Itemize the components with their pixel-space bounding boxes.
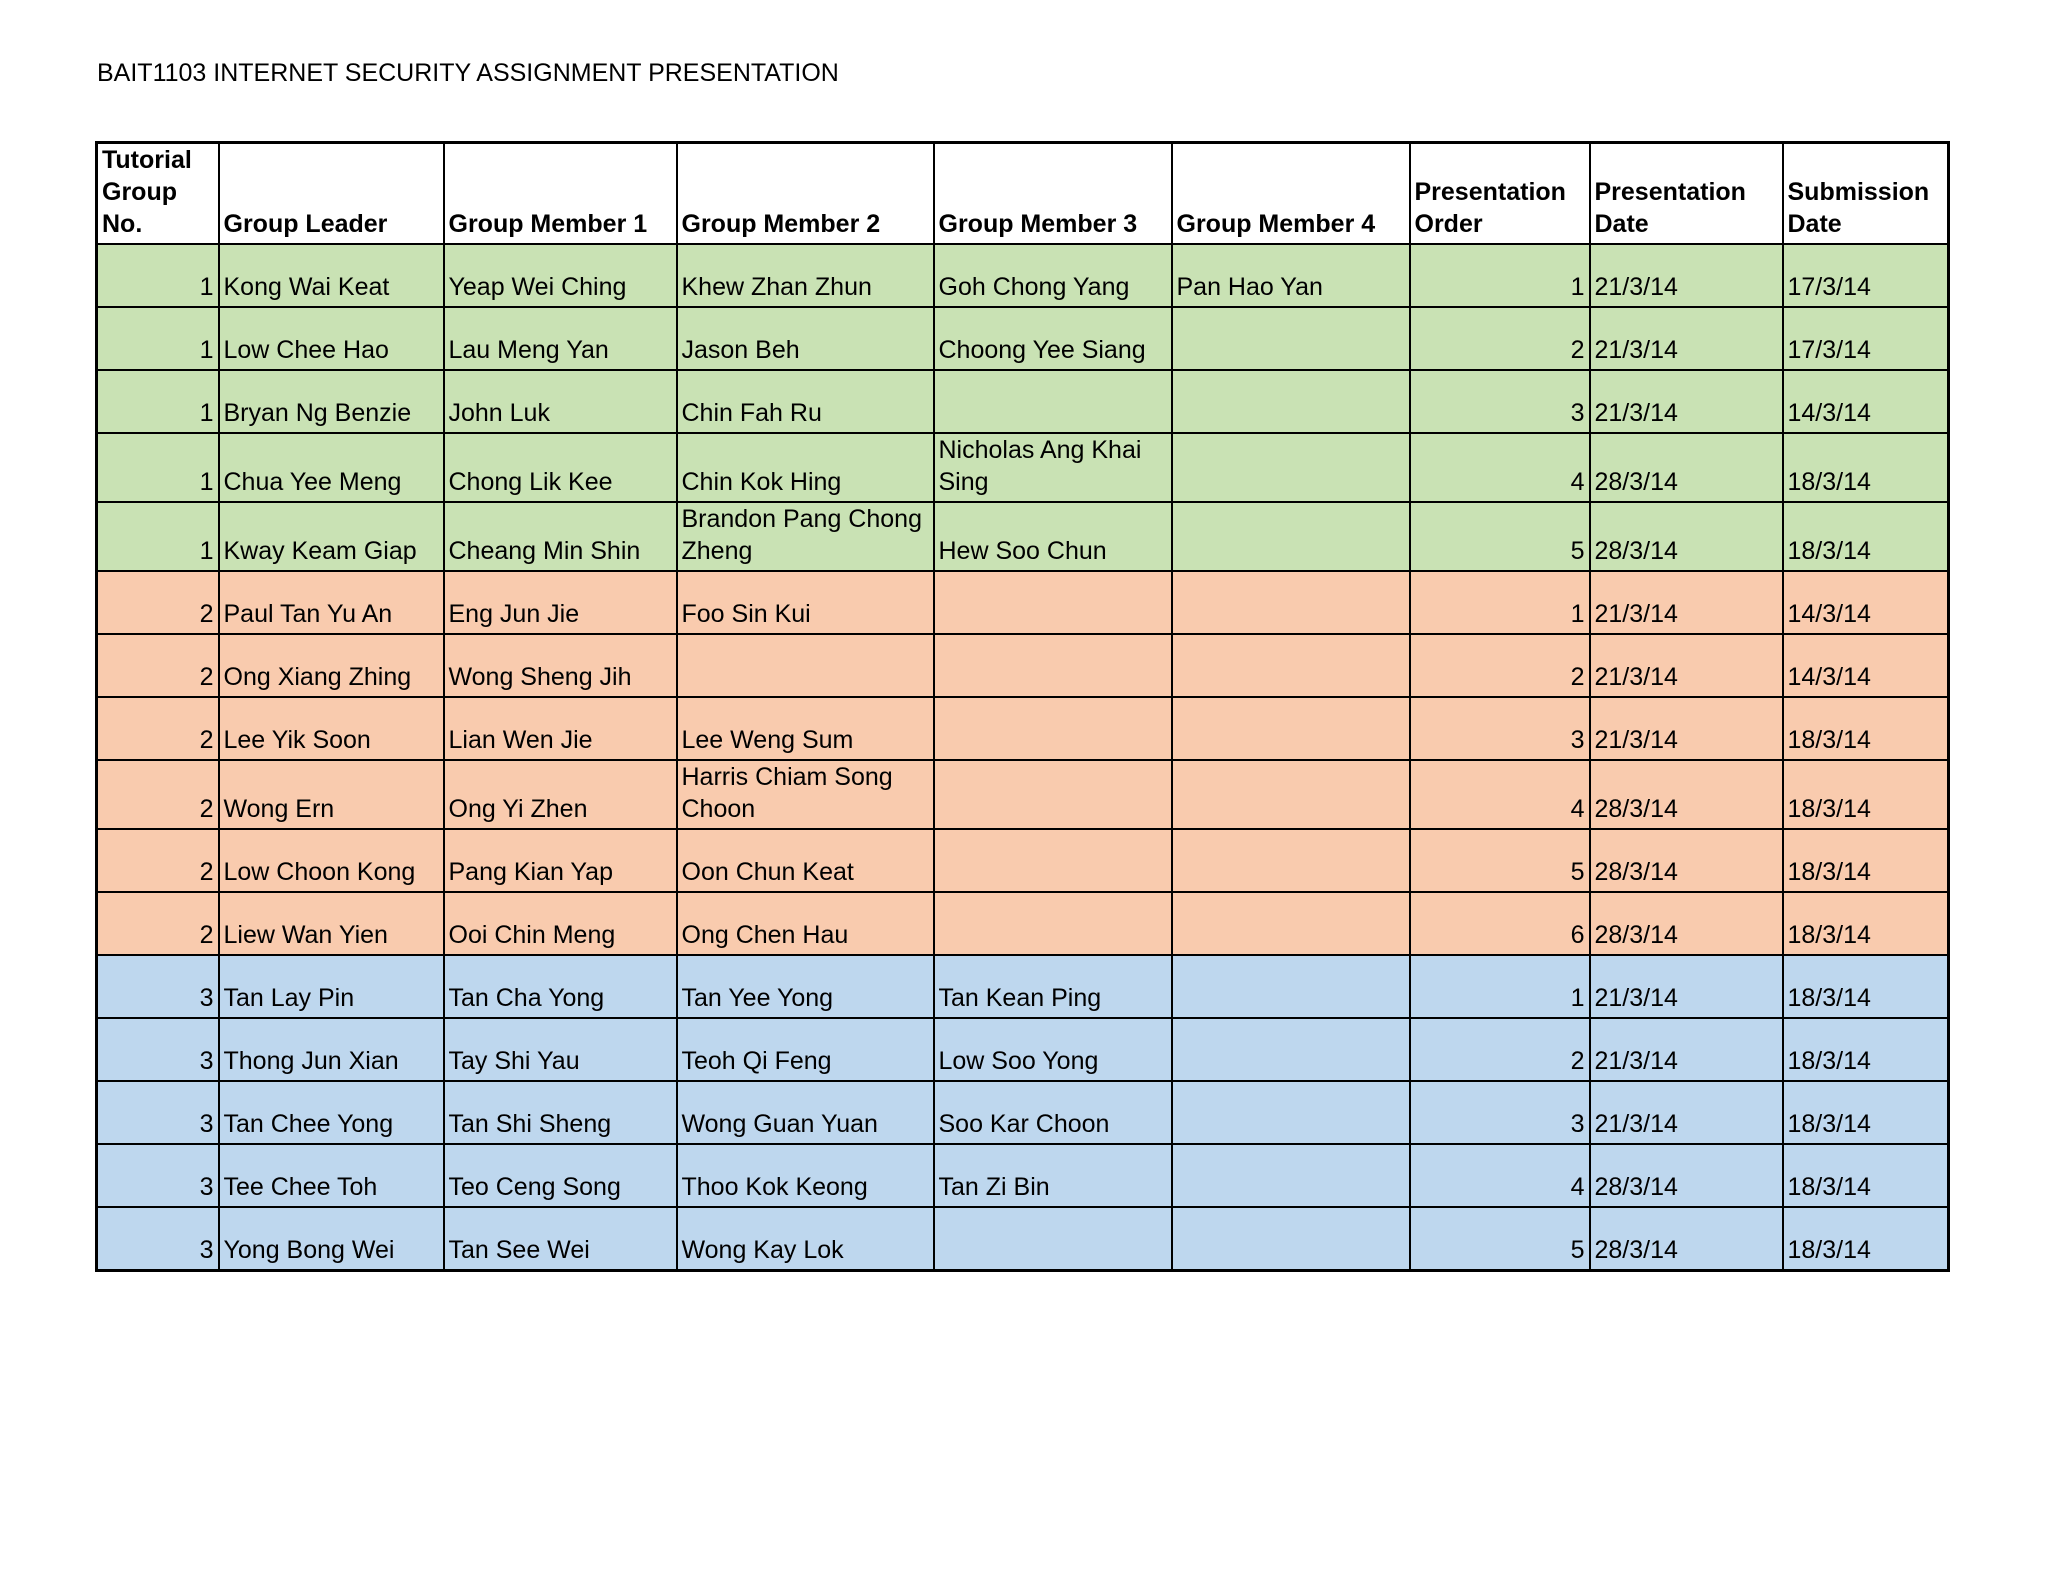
submission-date-cell: 14/3/14	[1783, 370, 1949, 433]
table-row	[97, 634, 1949, 697]
group-member-2-cell: Chin Kok Hing	[677, 433, 934, 502]
submission-date-cell: 14/3/14	[1783, 634, 1949, 697]
tutorial-group-cell: 1	[97, 433, 219, 502]
submission-date-cell: 18/3/14	[1783, 697, 1949, 760]
header-line: Date	[1594, 210, 1649, 238]
tutorial-group-cell: 2	[97, 634, 219, 697]
presentation-order-cell: 6	[1410, 892, 1590, 955]
group-member-4-cell	[1172, 760, 1410, 829]
group-member-1-cell: Pang Kian Yap	[444, 829, 677, 892]
presentation-order-cell: 1	[1410, 955, 1590, 1018]
group-leader-cell: Yong Bong Wei	[219, 1207, 444, 1271]
group-leader-cell: Lee Yik Soon	[219, 697, 444, 760]
presentation-order-cell: 5	[1410, 502, 1590, 571]
presentation-order-cell: 2	[1410, 634, 1590, 697]
submission-date-cell: 18/3/14	[1783, 1207, 1949, 1271]
group-leader-cell: Liew Wan Yien	[219, 892, 444, 955]
presentation-date-cell: 21/3/14	[1590, 955, 1783, 1018]
group-member-3-cell: Nicholas Ang Khai Sing	[934, 433, 1172, 502]
presentation-date-cell: 21/3/14	[1590, 697, 1783, 760]
group-member-4-cell	[1172, 634, 1410, 697]
table-row	[97, 1018, 1949, 1081]
presentation-date-cell: 21/3/14	[1590, 571, 1783, 634]
group-member-1-cell: Cheang Min Shin	[444, 502, 677, 571]
presentation-date-cell: 28/3/14	[1590, 502, 1783, 571]
group-member-2-cell: Khew Zhan Zhun	[677, 244, 934, 307]
presentation-order-cell: 4	[1410, 1144, 1590, 1207]
group-member-4-cell	[1172, 370, 1410, 433]
group-member-2-cell: Ong Chen Hau	[677, 892, 934, 955]
presentation-date-cell: 28/3/14	[1590, 1207, 1783, 1271]
header-submission-date	[1783, 143, 1949, 245]
header-group-leader: Group Leader	[219, 143, 444, 245]
group-member-3-cell: Goh Chong Yang	[934, 244, 1172, 307]
group-member-3-cell	[934, 1207, 1172, 1271]
submission-date-cell: 14/3/14	[1783, 571, 1949, 634]
group-member-1-cell: Tan Shi Sheng	[444, 1081, 677, 1144]
document-title: BAIT1103 INTERNET SECURITY ASSIGNMENT PRESENTATION	[97, 59, 839, 87]
group-member-4-cell	[1172, 1081, 1410, 1144]
tutorial-group-cell: 1	[97, 244, 219, 307]
submission-date-cell: 18/3/14	[1783, 433, 1949, 502]
group-leader-cell: Tee Chee Toh	[219, 1144, 444, 1207]
presentation-order-cell: 3	[1410, 697, 1590, 760]
group-member-2-cell: Wong Kay Lok	[677, 1207, 934, 1271]
presentation-order-cell: 1	[1410, 571, 1590, 634]
table-body	[97, 244, 1949, 1271]
submission-date-cell: 18/3/14	[1783, 1144, 1949, 1207]
group-member-4-cell	[1172, 955, 1410, 1018]
group-leader-cell: Thong Jun Xian	[219, 1018, 444, 1081]
group-leader-cell: Kong Wai Keat	[219, 244, 444, 307]
group-leader-cell: Tan Chee Yong	[219, 1081, 444, 1144]
group-member-4-cell	[1172, 307, 1410, 370]
group-member-2-cell: Chin Fah Ru	[677, 370, 934, 433]
header-line: No.	[102, 210, 143, 238]
tutorial-group-cell: 2	[97, 829, 219, 892]
group-member-2-cell: Tan Yee Yong	[677, 955, 934, 1018]
group-member-2-cell: Harris Chiam Song Choon	[677, 760, 934, 829]
group-member-3-cell: Hew Soo Chun	[934, 502, 1172, 571]
group-leader-cell: Tan Lay Pin	[219, 955, 444, 1018]
table-row	[97, 244, 1949, 307]
header-group-member-1: Group Member 1	[444, 143, 677, 245]
presentation-order-cell: 3	[1410, 370, 1590, 433]
group-member-1-cell: Tan See Wei	[444, 1207, 677, 1271]
group-member-1-cell: Chong Lik Kee	[444, 433, 677, 502]
group-member-2-cell: Jason Beh	[677, 307, 934, 370]
presentation-date-cell: 21/3/14	[1590, 1081, 1783, 1144]
presentation-date-cell: 21/3/14	[1590, 634, 1783, 697]
group-member-3-cell: Tan Zi Bin	[934, 1144, 1172, 1207]
group-leader-cell: Bryan Ng Benzie	[219, 370, 444, 433]
group-member-2-cell: Teoh Qi Feng	[677, 1018, 934, 1081]
group-member-3-cell	[934, 760, 1172, 829]
group-member-1-cell: Yeap Wei Ching	[444, 244, 677, 307]
group-member-1-cell: Ong Yi Zhen	[444, 760, 677, 829]
group-member-1-cell: Ooi Chin Meng	[444, 892, 677, 955]
submission-date-cell: 18/3/14	[1783, 829, 1949, 892]
group-member-1-cell: Wong Sheng Jih	[444, 634, 677, 697]
group-member-3-cell: Soo Kar Choon	[934, 1081, 1172, 1144]
group-member-3-cell: Low Soo Yong	[934, 1018, 1172, 1081]
presentation-order-cell: 2	[1410, 1018, 1590, 1081]
presentation-date-cell: 21/3/14	[1590, 370, 1783, 433]
table-row	[97, 502, 1949, 571]
header-line: Group	[102, 178, 177, 206]
table-row	[97, 892, 1949, 955]
header-presentation-order	[1410, 143, 1590, 245]
header-group-member-4: Group Member 4	[1172, 143, 1410, 245]
table-row	[97, 697, 1949, 760]
group-member-3-cell: Choong Yee Siang	[934, 307, 1172, 370]
group-member-4-cell	[1172, 892, 1410, 955]
submission-date-cell: 17/3/14	[1783, 244, 1949, 307]
presentation-date-cell: 28/3/14	[1590, 892, 1783, 955]
group-member-4-cell	[1172, 1207, 1410, 1271]
header-group-member-3: Group Member 3	[934, 143, 1172, 245]
tutorial-group-cell: 3	[97, 1144, 219, 1207]
group-member-3-cell	[934, 634, 1172, 697]
tutorial-group-cell: 3	[97, 1018, 219, 1081]
group-member-4-cell	[1172, 829, 1410, 892]
group-member-2-cell: Foo Sin Kui	[677, 571, 934, 634]
tutorial-group-cell: 1	[97, 502, 219, 571]
table-row	[97, 571, 1949, 634]
group-leader-cell: Ong Xiang Zhing	[219, 634, 444, 697]
header-line: Date	[1787, 210, 1842, 238]
group-member-2-cell: Wong Guan Yuan	[677, 1081, 934, 1144]
table-row	[97, 307, 1949, 370]
header-line: Order	[1414, 210, 1483, 238]
group-member-3-cell	[934, 697, 1172, 760]
header-line: Presentation	[1414, 178, 1566, 206]
presentation-date-cell: 21/3/14	[1590, 307, 1783, 370]
group-member-4-cell	[1172, 433, 1410, 502]
presentation-order-cell: 2	[1410, 307, 1590, 370]
tutorial-group-cell: 3	[97, 1081, 219, 1144]
group-member-3-cell	[934, 571, 1172, 634]
table-row	[97, 433, 1949, 502]
table-row	[97, 829, 1949, 892]
presentation-order-cell: 5	[1410, 1207, 1590, 1271]
group-leader-cell: Kway Keam Giap	[219, 502, 444, 571]
group-member-1-cell: Lian Wen Jie	[444, 697, 677, 760]
group-member-4-cell: Pan Hao Yan	[1172, 244, 1410, 307]
table-row	[97, 1144, 1949, 1207]
group-member-1-cell: Tan Cha Yong	[444, 955, 677, 1018]
tutorial-group-cell: 1	[97, 370, 219, 433]
table-row	[97, 1081, 1949, 1144]
group-member-3-cell	[934, 892, 1172, 955]
group-member-3-cell: Tan Kean Ping	[934, 955, 1172, 1018]
tutorial-group-cell: 3	[97, 955, 219, 1018]
group-member-2-cell	[677, 634, 934, 697]
table-row	[97, 370, 1949, 433]
group-member-1-cell: Teo Ceng Song	[444, 1144, 677, 1207]
header-tutorial-group-no	[97, 143, 219, 245]
tutorial-group-cell: 3	[97, 1207, 219, 1271]
presentation-order-cell: 3	[1410, 1081, 1590, 1144]
submission-date-cell: 18/3/14	[1783, 1081, 1949, 1144]
table-row	[97, 1207, 1949, 1271]
presentation-date-cell: 28/3/14	[1590, 760, 1783, 829]
group-leader-cell: Chua Yee Meng	[219, 433, 444, 502]
presentation-date-cell: 21/3/14	[1590, 244, 1783, 307]
group-member-2-cell: Brandon Pang Chong Zheng	[677, 502, 934, 571]
group-member-1-cell: Lau Meng Yan	[444, 307, 677, 370]
submission-date-cell: 17/3/14	[1783, 307, 1949, 370]
header-line: Submission	[1787, 178, 1930, 206]
presentation-order-cell: 4	[1410, 760, 1590, 829]
group-leader-cell: Paul Tan Yu An	[219, 571, 444, 634]
presentation-schedule-table	[95, 141, 1950, 1272]
tutorial-group-cell: 2	[97, 571, 219, 634]
presentation-order-cell: 5	[1410, 829, 1590, 892]
table-row	[97, 760, 1949, 829]
group-leader-cell: Low Choon Kong	[219, 829, 444, 892]
header-group-member-2: Group Member 2	[677, 143, 934, 245]
table-row	[97, 955, 1949, 1018]
group-member-2-cell: Lee Weng Sum	[677, 697, 934, 760]
group-member-1-cell: John Luk	[444, 370, 677, 433]
tutorial-group-cell: 2	[97, 760, 219, 829]
group-member-4-cell	[1172, 1018, 1410, 1081]
group-leader-cell: Low Chee Hao	[219, 307, 444, 370]
group-member-3-cell	[934, 829, 1172, 892]
header-presentation-date	[1590, 143, 1783, 245]
header-line: Presentation	[1594, 178, 1746, 206]
submission-date-cell: 18/3/14	[1783, 760, 1949, 829]
group-member-4-cell	[1172, 502, 1410, 571]
group-member-3-cell	[934, 370, 1172, 433]
submission-date-cell: 18/3/14	[1783, 1018, 1949, 1081]
submission-date-cell: 18/3/14	[1783, 892, 1949, 955]
submission-date-cell: 18/3/14	[1783, 502, 1949, 571]
group-member-4-cell	[1172, 697, 1410, 760]
group-member-2-cell: Thoo Kok Keong	[677, 1144, 934, 1207]
tutorial-group-cell: 2	[97, 892, 219, 955]
tutorial-group-cell: 1	[97, 307, 219, 370]
presentation-order-cell: 4	[1410, 433, 1590, 502]
presentation-date-cell: 28/3/14	[1590, 829, 1783, 892]
group-member-2-cell: Oon Chun Keat	[677, 829, 934, 892]
group-member-4-cell	[1172, 1144, 1410, 1207]
presentation-date-cell: 21/3/14	[1590, 1018, 1783, 1081]
group-leader-cell: Wong Ern	[219, 760, 444, 829]
group-member-1-cell: Tay Shi Yau	[444, 1018, 677, 1081]
header-line: Tutorial	[102, 146, 192, 174]
presentation-date-cell: 28/3/14	[1590, 1144, 1783, 1207]
group-member-1-cell: Eng Jun Jie	[444, 571, 677, 634]
table-header-row	[97, 143, 1949, 245]
presentation-date-cell: 28/3/14	[1590, 433, 1783, 502]
presentation-order-cell: 1	[1410, 244, 1590, 307]
tutorial-group-cell: 2	[97, 697, 219, 760]
group-member-4-cell	[1172, 571, 1410, 634]
submission-date-cell: 18/3/14	[1783, 955, 1949, 1018]
